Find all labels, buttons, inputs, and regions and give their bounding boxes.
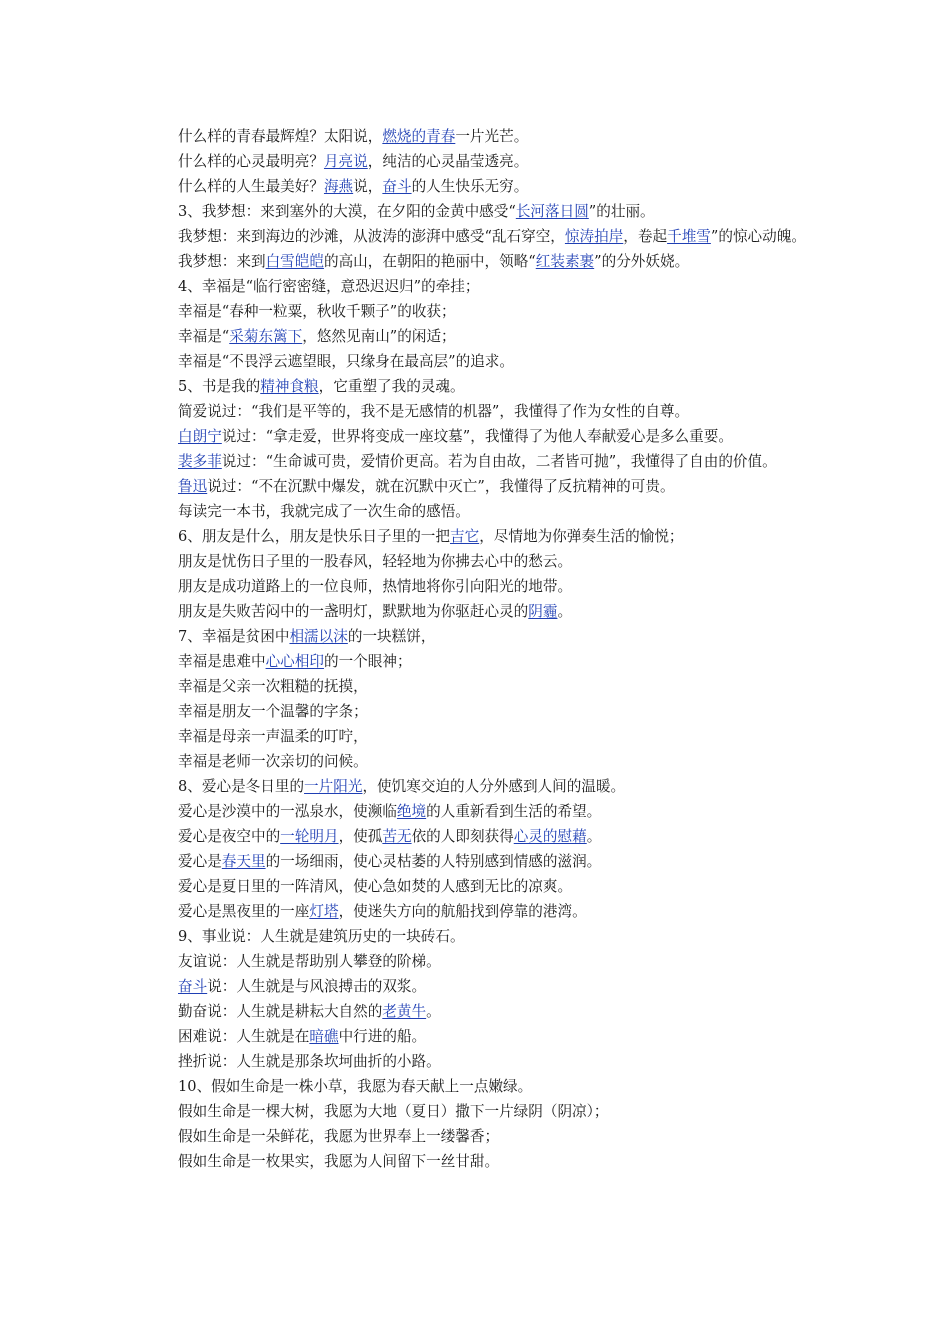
paragraph-text: ”的惊心动魄。 xyxy=(710,228,806,245)
paragraph xyxy=(145,324,813,349)
paragraph-text: 爱心是 xyxy=(178,853,222,870)
paragraph xyxy=(145,874,813,899)
paragraph-text: 。 xyxy=(586,828,602,845)
paragraph-text: 8、爱心是冬日里的 xyxy=(178,778,305,795)
hyperlink[interactable]: 奋斗 xyxy=(382,178,412,195)
paragraph xyxy=(145,724,813,749)
paragraph-text: 说过：“生命诚可贵，爱情价更高。若为自由故，二者皆可抛”，我懂得了自由的价值。 xyxy=(221,453,777,470)
paragraph-text: 6、朋友是什么，朋友是快乐日子里的一把 xyxy=(178,528,450,545)
paragraph-text: 。 xyxy=(557,603,573,620)
hyperlink[interactable]: 燃烧的青春 xyxy=(382,128,456,145)
paragraph-text: ，使饥寒交迫的人分外感到人间的温暖。 xyxy=(362,778,626,795)
paragraph-text: 朋友是忧伤日子里的一股春风，轻轻地为你拂去心中的愁云。 xyxy=(178,553,573,570)
paragraph-text: 依的人即刻获得 xyxy=(411,828,514,845)
paragraph xyxy=(145,624,813,649)
paragraph-text: 的一场细雨，使心灵枯萎的人特别感到情感的滋润。 xyxy=(265,853,602,870)
paragraph-text: ，它重塑了我的灵魂。 xyxy=(318,378,465,395)
paragraph-text: 爱心是夜空中的 xyxy=(178,828,281,845)
paragraph xyxy=(145,499,813,524)
hyperlink[interactable]: 心灵的慰藉 xyxy=(513,828,587,845)
paragraph-text: 说：人生就是与风浪搏击的双浆。 xyxy=(207,978,427,995)
paragraph-text: 爱心是夏日里的一阵清风，使心急如焚的人感到无比的凉爽。 xyxy=(178,878,573,895)
paragraph-text: 说过：“不在沉默中爆发，就在沉默中灭亡”，我懂得了反抗精神的可贵。 xyxy=(207,478,675,495)
paragraph xyxy=(145,1124,813,1149)
hyperlink[interactable]: 春天里 xyxy=(221,853,266,870)
paragraph-text: 勤奋说：人生就是耕耘大自然的 xyxy=(178,1003,383,1020)
hyperlink[interactable]: 裴多菲 xyxy=(178,453,222,470)
paragraph-text: 幸福是患难中 xyxy=(178,653,266,670)
paragraph-text: ，使迷失方向的航船找到停靠的港湾。 xyxy=(338,903,587,920)
paragraph-text: 10、假如生命是一株小草，我愿为春天献上一点嫩绿。 xyxy=(178,1078,533,1095)
paragraph-text: 幸福是朋友一个温馨的字条； xyxy=(178,703,368,720)
paragraph xyxy=(145,924,813,949)
paragraph xyxy=(145,524,813,549)
paragraph xyxy=(145,399,813,424)
document-body xyxy=(145,124,813,1174)
paragraph-text: 爱心是沙漠中的一泓泉水，使濒临 xyxy=(178,803,397,820)
paragraph-text: ”的分外妖娆。 xyxy=(594,253,690,270)
hyperlink[interactable]: 白雪皑皑 xyxy=(265,253,324,270)
paragraph xyxy=(145,274,813,299)
paragraph xyxy=(145,599,813,624)
paragraph-text: 我梦想：来到 xyxy=(178,253,266,270)
hyperlink[interactable]: 鲁迅 xyxy=(178,478,208,495)
paragraph-text: 3、我梦想：来到塞外的大漠，在夕阳的金黄中感受“ xyxy=(178,203,516,220)
paragraph-text: 。 xyxy=(426,1003,441,1020)
paragraph xyxy=(145,424,813,449)
paragraph-text: 7、幸福是贫困中 xyxy=(178,628,290,645)
paragraph-text: 什么样的心灵最明亮？ xyxy=(178,153,324,170)
paragraph-text: ”的壮丽。 xyxy=(588,203,655,220)
hyperlink[interactable]: 苦无 xyxy=(382,828,412,845)
paragraph-text: 幸福是父亲一次粗糙的抚摸， xyxy=(178,678,368,695)
paragraph-text: 每读完一本书，我就完成了一次生命的感悟。 xyxy=(178,503,470,520)
hyperlink[interactable]: 阴霾 xyxy=(528,603,558,620)
paragraph-text: 假如生命是一棵大树，我愿为大地（夏日）撒下一片绿阴（阴凉）； xyxy=(178,1103,609,1120)
hyperlink[interactable]: 月亮说 xyxy=(323,153,368,170)
paragraph xyxy=(145,674,813,699)
paragraph-text: 说， xyxy=(353,178,383,195)
paragraph-text: 的一个眼神； xyxy=(323,653,412,670)
hyperlink[interactable]: 白朗宁 xyxy=(178,428,222,445)
paragraph-text: ，尽情地为你弹奏生活的愉悦； xyxy=(479,528,684,545)
hyperlink[interactable]: 老黄牛 xyxy=(382,1003,427,1020)
paragraph-text: 朋友是失败苦闷中的一盏明灯，默默地为你驱赶心灵的 xyxy=(178,603,529,620)
paragraph xyxy=(145,999,813,1024)
paragraph xyxy=(145,299,813,324)
hyperlink[interactable]: 心心相印 xyxy=(265,653,324,670)
hyperlink[interactable]: 灯塔 xyxy=(309,903,339,920)
paragraph xyxy=(145,549,813,574)
paragraph-text: 什么样的人生最美好？ xyxy=(178,178,324,195)
paragraph xyxy=(145,1149,813,1174)
paragraph xyxy=(145,124,813,149)
paragraph-text: 我梦想：来到海边的沙滩，从波涛的澎湃中感受“乱石穿空， xyxy=(178,228,565,245)
paragraph-text: 幸福是“不畏浮云遮望眼，只缘身在最高层”的追求。 xyxy=(178,353,514,370)
paragraph-text: ，使孤 xyxy=(338,828,383,845)
paragraph-text: 友谊说：人生就是帮助别人攀登的阶梯。 xyxy=(178,953,441,970)
paragraph-text: 幸福是老师一次亲切的问候。 xyxy=(178,753,368,770)
hyperlink[interactable]: 惊涛拍岸 xyxy=(564,228,624,245)
paragraph xyxy=(145,699,813,724)
paragraph xyxy=(145,349,813,374)
paragraph xyxy=(145,1074,813,1099)
paragraph xyxy=(145,949,813,974)
paragraph-text: 的人生快乐无穷。 xyxy=(411,178,529,195)
paragraph-text: 的人重新看到生活的希望。 xyxy=(426,803,602,820)
hyperlink[interactable]: 相濡以沫 xyxy=(289,628,348,645)
hyperlink[interactable]: 长河落日圆 xyxy=(515,203,589,220)
hyperlink[interactable]: 红装素裹 xyxy=(535,253,595,270)
paragraph xyxy=(145,899,813,924)
hyperlink[interactable]: 暗礁 xyxy=(309,1028,339,1045)
paragraph xyxy=(145,449,813,474)
paragraph xyxy=(145,474,813,499)
paragraph xyxy=(145,224,813,249)
paragraph-text: 幸福是母亲一声温柔的叮咛， xyxy=(178,728,368,745)
paragraph xyxy=(145,1099,813,1124)
paragraph xyxy=(145,974,813,999)
hyperlink[interactable]: 一片阳光 xyxy=(304,778,363,795)
paragraph xyxy=(145,1049,813,1074)
paragraph-text: 的一块糕饼， xyxy=(347,628,436,645)
paragraph-text: 幸福是“ xyxy=(178,328,230,345)
hyperlink[interactable]: 千堆雪 xyxy=(667,228,711,245)
hyperlink[interactable]: 吉它 xyxy=(449,528,480,545)
paragraph xyxy=(145,749,813,774)
paragraph xyxy=(145,649,813,674)
paragraph xyxy=(145,1024,813,1049)
paragraph xyxy=(145,824,813,849)
paragraph-text: 中行进的船。 xyxy=(338,1028,427,1045)
paragraph xyxy=(145,199,813,224)
paragraph-text: 一片光芒。 xyxy=(455,128,529,145)
paragraph-text: ，卷起 xyxy=(623,228,668,245)
paragraph-text: 朋友是成功道路上的一位良师，热情地将你引向阳光的地带。 xyxy=(178,578,573,595)
paragraph-text: 9、事业说：人生就是建筑历史的一块砖石。 xyxy=(178,928,465,945)
hyperlink[interactable]: 一轮明月 xyxy=(280,828,339,845)
paragraph xyxy=(145,174,813,199)
paragraph-text: 简爱说过：“我们是平等的，我不是无感情的机器”，我懂得了作为女性的自尊。 xyxy=(178,403,690,420)
paragraph-text: 5、书是我的 xyxy=(178,378,261,395)
paragraph xyxy=(145,574,813,599)
hyperlink[interactable]: 海燕 xyxy=(323,178,354,195)
paragraph-text: 说过：“拿走爱，世界将变成一座坟墓”，我懂得了为他人奉献爱心是多么重要。 xyxy=(221,428,733,445)
paragraph-text: 假如生命是一朵鲜花，我愿为世界奉上一缕馨香； xyxy=(178,1128,500,1145)
hyperlink[interactable]: 奋斗 xyxy=(178,978,208,995)
hyperlink[interactable]: 精神食粮 xyxy=(260,378,319,395)
paragraph xyxy=(145,799,813,824)
paragraph xyxy=(145,774,813,799)
paragraph-text: 假如生命是一枚果实，我愿为人间留下一丝甘甜。 xyxy=(178,1153,500,1170)
paragraph-text: ，纯洁的心灵晶莹透亮。 xyxy=(367,153,529,170)
paragraph-text: 什么样的青春最辉煌？太阳说， xyxy=(178,128,383,145)
paragraph xyxy=(145,374,813,399)
paragraph-text: 幸福是“春种一粒粟，秋收千颗子”的收获； xyxy=(178,303,456,320)
paragraph xyxy=(145,149,813,174)
paragraph-text: 爱心是黑夜里的一座 xyxy=(178,903,310,920)
hyperlink[interactable]: 绝境 xyxy=(396,803,427,820)
paragraph-text: ，悠然见南山”的闲适； xyxy=(302,328,456,345)
paragraph xyxy=(145,249,813,274)
hyperlink[interactable]: 采菊东篱下 xyxy=(229,328,303,345)
paragraph xyxy=(145,849,813,874)
paragraph-text: 困难说：人生就是在 xyxy=(178,1028,310,1045)
paragraph-text: 挫折说：人生就是那条坎坷曲折的小路。 xyxy=(178,1053,441,1070)
paragraph-text: 4、幸福是“临行密密缝，意恐迟迟归”的牵挂； xyxy=(178,278,480,295)
paragraph-text: 的高山，在朝阳的艳丽中，领略“ xyxy=(323,253,536,270)
